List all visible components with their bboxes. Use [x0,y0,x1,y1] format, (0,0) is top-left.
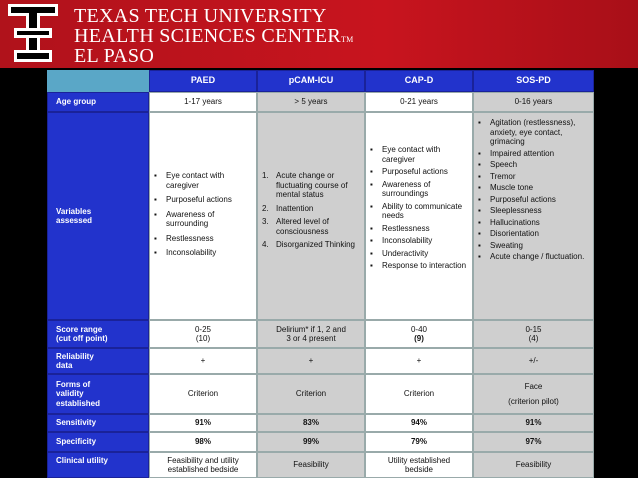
list-item: ▪ Impaired attention [474,149,589,159]
sensitivity-paed: 91% [149,414,257,432]
utility-paed: Feasibility and utility established bedside [149,452,257,478]
score-pcam-icu: Delirium* if 1, 2 and 3 or 4 present [257,320,365,348]
age-group-sos-pd: 0-16 years [473,92,594,112]
forms-cap-d: Criterion [365,374,473,414]
utility-pcam-icu: Feasibility [257,452,365,478]
specificity-pcam-icu: 99% [257,432,365,452]
forms-paed: Criterion [149,374,257,414]
age-group-cap-d: 0-21 years [365,92,473,112]
list-item: ▪ Sweating [474,241,589,251]
list-item: ▪ Awareness of surrounding [150,210,252,229]
reliability-cap-d: + [365,348,473,374]
row-label-clinical-utility: Clinical utility [47,452,149,478]
variables-paed [149,112,257,320]
list-item: ▪ Underactivity [366,249,468,259]
double-t-logo-icon [8,4,58,64]
list-item: ▪ Ability to communicate needs [366,202,468,221]
university-name-line2: HEALTH SCIENCES CENTERTM [74,25,354,47]
list-item: ▪ Purposeful actions [150,195,252,205]
specificity-cap-d: 79% [365,432,473,452]
list-item: 3. Altered level of consciousness [262,217,329,236]
list-item: ▪ Hallucinations [474,218,589,228]
column-header-pcam-icu: pCAM-ICU [257,70,365,92]
reliability-pcam-icu: + [257,348,365,374]
variables-label-line2: assessed [56,216,93,225]
score-cap-d: 0-40 (9) [365,320,473,348]
list-item: ▪ Purposeful actions [474,195,589,205]
score-sos-pd: 0-15 (4) [473,320,594,348]
row-label-score-range [47,320,149,348]
forms-sos-pd: Face (criterion pilot) [473,374,594,414]
list-item: ▪ Purposeful actions [366,167,468,177]
list-item: ▪ Inconsolability [366,236,468,246]
list-item: ▪ Agitation (restlessness), anxiety, eye contact, grimacing [474,118,589,147]
list-item: 1. Acute change or fluctuating course of mental status [262,171,348,199]
list-item: ▪ Speech [474,160,589,170]
utility-sos-pd: Feasibility [473,452,594,478]
list-item: ▪ Eye contact with caregiver [150,171,252,190]
list-item: ▪ Muscle tone [474,183,589,193]
age-group-pcam-icu: > 5 years [257,92,365,112]
utility-cap-d: Utility established bedside [365,452,473,478]
university-name-line3: EL PASO [74,45,155,67]
forms-pcam-icu: Criterion [257,374,365,414]
list-item: ▪ Disorientation [474,229,589,239]
sensitivity-sos-pd: 91% [473,414,594,432]
sensitivity-cap-d: 94% [365,414,473,432]
list-item: ▪ Awareness of surroundings [366,180,468,199]
row-label-age-group: Age group [47,92,149,112]
comparison-slide [47,70,594,478]
reliability-label-line1: Reliability [56,351,94,361]
row-label-specificity: Specificity [47,432,149,452]
age-group-paed: 1-17 years [149,92,257,112]
list-item: 4. Disorganized Thinking [262,240,356,249]
score-label-line1: Score range [56,324,103,334]
header-corner [47,70,149,92]
list-item: ▪ Eye contact with caregiver [366,145,468,164]
row-label-forms-of-validity [47,374,149,414]
variables-sos-pd [473,112,594,320]
university-banner [0,0,638,68]
list-item: ▪ Restlessness [366,224,468,234]
specificity-paed: 98% [149,432,257,452]
list-item: ▪ Response to interaction [366,261,468,271]
row-label-variables-assessed [47,112,149,320]
forms-label-line2: validity [56,389,84,399]
list-item: ▪ Restlessness [150,234,252,244]
forms-label-line3: established [56,398,101,408]
reliability-label-line2: data [56,361,73,370]
forms-label-line1: Forms of [56,379,91,389]
list-item: ▪ Inconsolability [150,248,252,258]
variables-label-line1: Variables [56,206,92,216]
variables-pcam-icu [257,112,365,320]
reliability-sos-pd: +/- [473,348,594,374]
row-label-sensitivity: Sensitivity [47,414,149,432]
reliability-paed: + [149,348,257,374]
list-item: 2. Inattention [262,203,314,213]
column-header-sos-pd: SOS-PD [473,70,594,92]
university-name-line1: TEXAS TECH UNIVERSITY [74,5,327,27]
list-item: ▪ Sleeplessness [474,206,589,216]
list-item: ▪ Tremor [474,172,589,182]
sensitivity-pcam-icu: 83% [257,414,365,432]
list-item: ▪ Acute change / fluctuation. [474,252,589,262]
score-paed: 0-25 (10) [149,320,257,348]
variables-cap-d [365,112,473,320]
row-label-reliability [47,348,149,374]
score-label-line2: (cut off point) [56,334,108,343]
column-header-cap-d: CAP-D [365,70,473,92]
specificity-sos-pd: 97% [473,432,594,452]
column-header-paed: PAED [149,70,257,92]
